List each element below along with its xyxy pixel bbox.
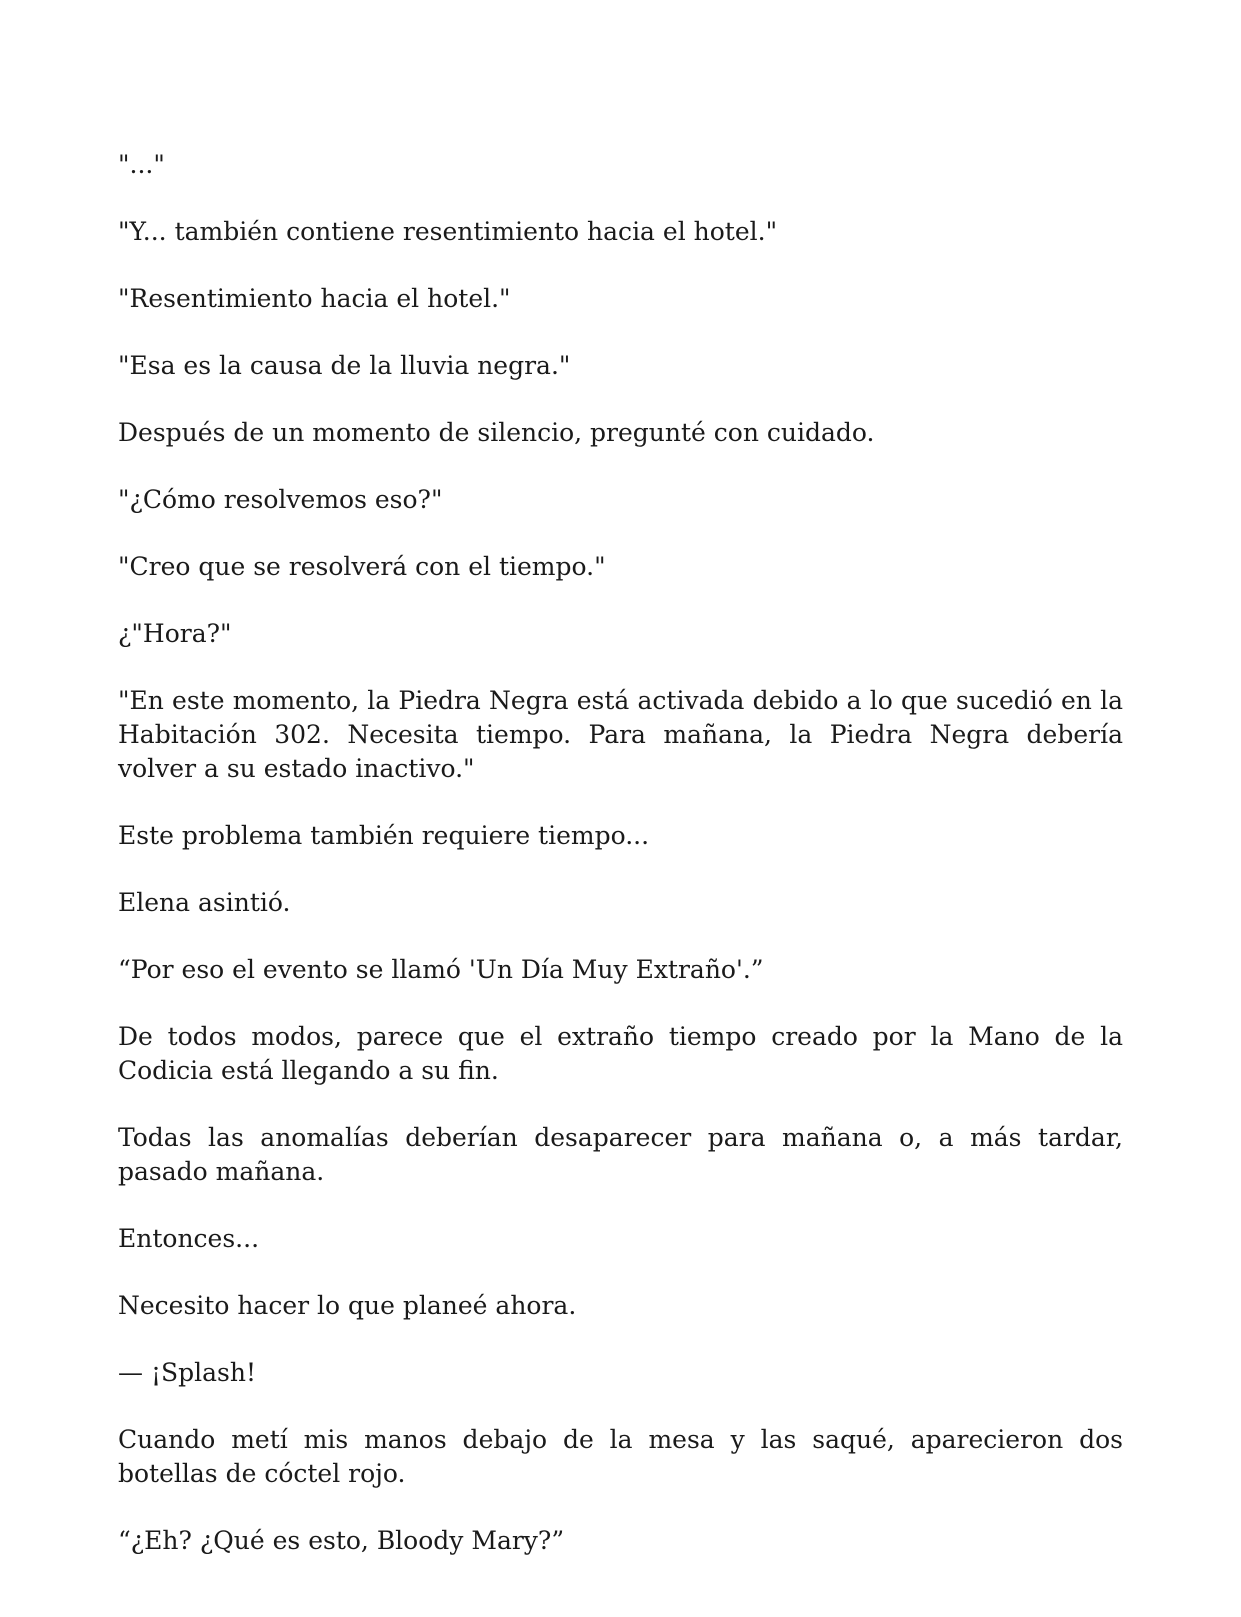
paragraph: Entonces...	[118, 1224, 260, 1253]
paragraph: Cuando metí mis manos debajo de la mesa y las saqué, aparecieron dos botellas de cóctel rojo.	[118, 1425, 1123, 1488]
paragraph: ¿"Hora?"	[118, 619, 232, 648]
document-body	[118, 148, 1123, 1591]
paragraph: — ¡Splash!	[118, 1358, 257, 1387]
paragraph: "..."	[118, 150, 165, 179]
paragraph: Este problema también requiere tiempo...	[118, 821, 650, 850]
paragraph: "Creo que se resolverá con el tiempo."	[118, 552, 606, 581]
paragraph: De todos modos, parece que el extraño tiempo creado por la Mano de la Codicia está llegando a su fin.	[118, 1022, 1123, 1085]
paragraph: Todas las anomalías deberían desaparecer para mañana o, a más tardar, pasado mañana.	[118, 1123, 1123, 1186]
paragraph: "Y... también contiene resentimiento hacia el hotel."	[118, 217, 778, 246]
paragraph: "En este momento, la Piedra Negra está activada debido a lo que sucedió en la Habitación 302. Necesita tiempo. Para mañana, la Piedra Negra debería volver a su estado inactivo."	[118, 686, 1123, 783]
paragraph: Necesito hacer lo que planeé ahora.	[118, 1291, 577, 1320]
paragraph: "¿Cómo resolvemos eso?"	[118, 485, 443, 514]
paragraph: “Por eso el evento se llamó 'Un Día Muy Extraño'.”	[118, 955, 764, 984]
paragraph: "Esa es la causa de la lluvia negra."	[118, 351, 571, 380]
paragraph: "Resentimiento hacia el hotel."	[118, 284, 511, 313]
paragraph: Elena asintió.	[118, 888, 291, 917]
paragraph: “¿Eh? ¿Qué es esto, Bloody Mary?”	[118, 1526, 565, 1555]
paragraph: Después de un momento de silencio, pregunté con cuidado.	[118, 418, 875, 447]
